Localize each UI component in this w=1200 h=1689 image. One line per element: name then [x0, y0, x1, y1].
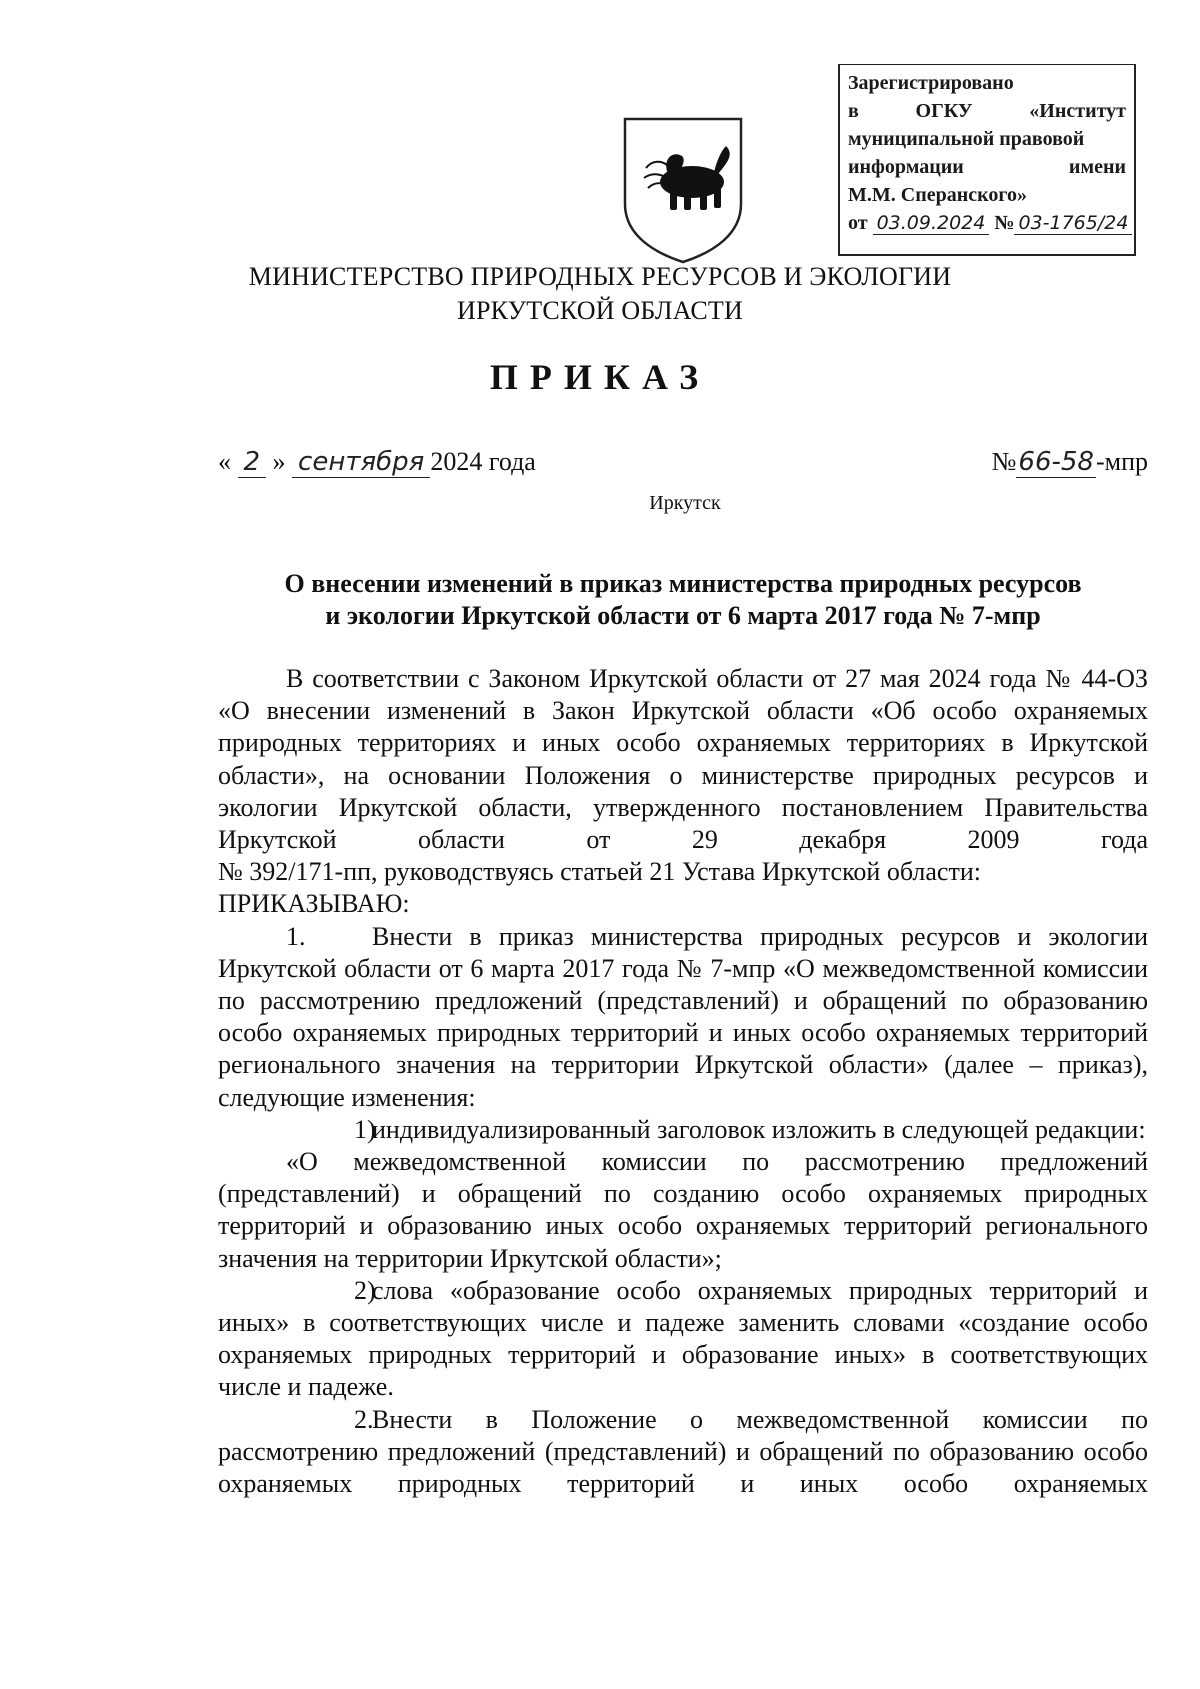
stamp-date: 03.09.2024 [873, 212, 990, 235]
number-value: 66-58 [1018, 447, 1094, 477]
stamp-word: в [848, 100, 859, 122]
stamp-word: «Институт [1029, 100, 1126, 122]
document-type-title: ПРИКАЗ [489, 357, 711, 397]
order-item [218, 1404, 1148, 1501]
stamp-number: 03-1765/24 [1014, 212, 1132, 235]
order-item [218, 921, 1148, 1114]
subitem-number: 2) [354, 1275, 376, 1305]
stamp-word: ОГКУ [915, 100, 973, 122]
number-prefix: № [991, 447, 1017, 476]
stamp-line: муниципальной правовой [848, 128, 1085, 150]
document-city: Иркутск [649, 492, 721, 514]
stamp-line: Зарегистрировано [848, 72, 1014, 94]
stamp-word: информации [848, 156, 964, 178]
document-number [992, 447, 1148, 477]
ministry-name-line-1: МИНИСТЕРСТВО ПРИРОДНЫХ РЕСУРСОВ И ЭКОЛОГИИ [248, 262, 952, 291]
date-month: сентября [292, 447, 430, 478]
document-body [218, 663, 1148, 1500]
body-paragraph: № 392/171-пп, руководствуясь статьей 21 Устава Иркутской области: [218, 857, 981, 887]
date-quote-open: « [218, 447, 231, 476]
date-year: 2024 года [430, 447, 536, 476]
order-subitem [218, 1275, 1148, 1404]
item-text: Внести в Положение о межведомственной комиссии по рассмотрению предложений (представлений) и обращений по образованию особо охраняемых природных территорий и иных особо охраняемых [218, 1404, 1148, 1499]
stamp-number-prefix: № [994, 212, 1015, 234]
quoted-title: «О межведомственной комиссии по рассмотрению предложений (представлений) и обращений по созданию особо охраняемых природных территорий и образованию иных особо охраняемых территорий регионального значения на территории Иркутской области»; [218, 1147, 1148, 1273]
number-suffix: -мпр [1095, 447, 1148, 476]
stamp-registration-line [848, 209, 1129, 237]
order-word: ПРИКАЗЫВАЮ: [218, 889, 410, 919]
stamp-line [848, 153, 1126, 181]
body-paragraph: В соответствии с Законом Иркутской области от 27 мая 2024 года № 44-ОЗ «О внесении изменений в Закон Иркутской области «Об особо охраняемых природных территориях и иных особо охраняемых территориях в Иркутской области», на основании Положения о министерстве природных ресурсов и экологии Иркутской области, утвержденного постановлением Правительства Иркутской области от 29 декабря 2009 года [218, 664, 1148, 855]
date-day: 2 [238, 447, 267, 478]
date-quote-close: » [272, 447, 286, 476]
item-text: Внести в приказ министерства природных ресурсов и экологии Иркутской области от 6 марта 2017 года № 7-мпр «О межведомственной комиссии по рассмотрению предложений (представлений) и обращений по образованию особо охраняемых природных территорий и иных особо охраняемых территорий регионального значения на территории Иркутской области» (далее – приказ), следующие изменения: [218, 921, 1148, 1112]
heading-line: О внесении изменений в приказ министерства природных ресурсов [284, 569, 1082, 598]
subitem-text: слова «образование особо охраняемых природных территорий и иных» в соответствующих числе и падеже заменить словами «создание особо охраняемых природных территорий и образование иных» в соответствующих числе и падеже. [218, 1275, 1148, 1402]
registration-stamp [838, 64, 1136, 256]
heading-line: и экологии Иркутской области от 6 марта 2017 года № 7-мпр [325, 601, 1041, 630]
subitem-text: индивидуализированный заголовок изложить в следующей редакции: [372, 1114, 1146, 1144]
item-number: 2. [354, 1404, 374, 1434]
subitem-number: 1) [354, 1114, 376, 1144]
coat-of-arms-icon [622, 116, 744, 264]
stamp-line [848, 97, 1126, 125]
item-number: 1. [286, 921, 306, 951]
ministry-name-line-2: ИРКУТСКОЙ ОБЛАСТИ [456, 296, 743, 325]
document-heading [218, 568, 1148, 632]
document-date [218, 447, 536, 477]
order-subitem [218, 1114, 1148, 1146]
stamp-date-prefix: от [848, 212, 868, 234]
stamp-word: имени [1068, 156, 1126, 178]
stamp-line: М.М. Сперанского» [848, 184, 1027, 206]
